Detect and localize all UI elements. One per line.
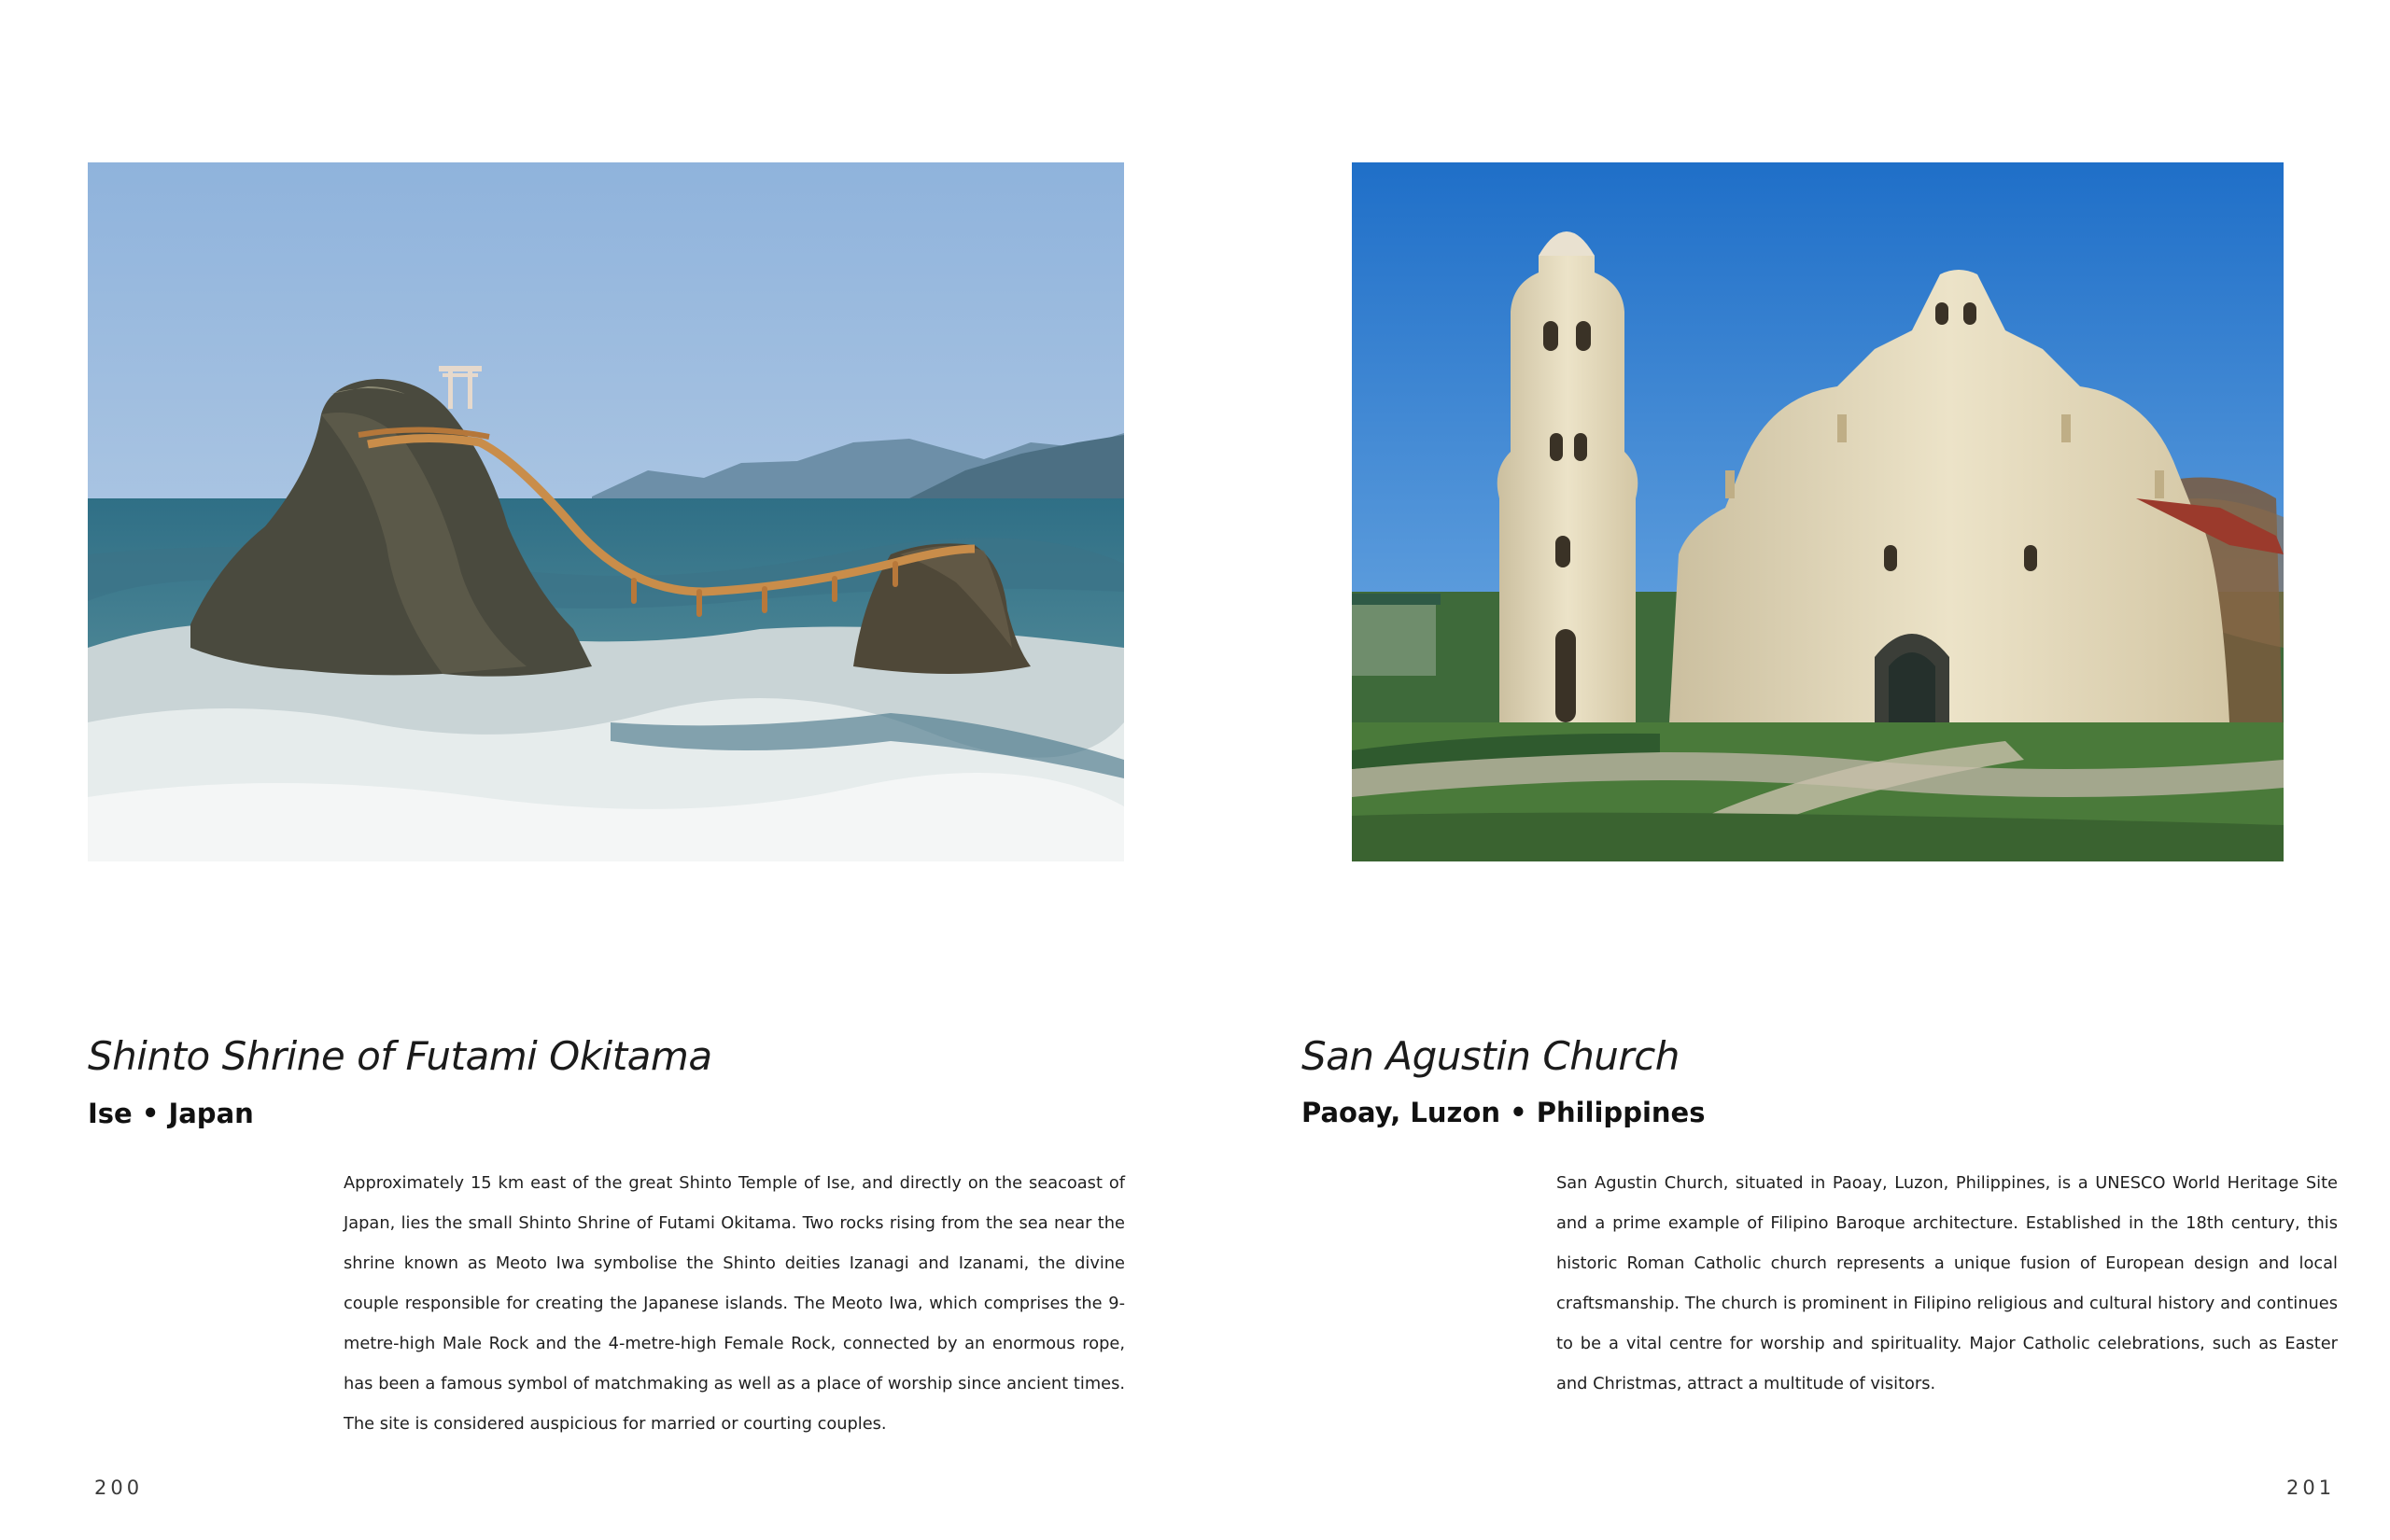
meoto-iwa-photo — [88, 162, 1124, 861]
left-page-number: 200 — [94, 1477, 144, 1499]
left-page-title: Shinto Shrine of Futami Okitama — [88, 1033, 712, 1079]
right-page-body: San Agustin Church, situated in Paoay, Luzon, Philippines, is a UNESCO World Heritage Site and a prime example of Filipino Baroque architecture. Established in the 18th century, this historic Roman Catholic church represents a unique fusion of European design and local craftsmanship. The church is prominent in Filipino religious and cultural history and continues to be a vital centre for worship and spirituality. Major Catholic celebrations, such as Easter and Christmas, attract a multitude of visitors. — [1556, 1173, 2338, 1393]
left-page-location: Ise • Japan — [88, 1098, 254, 1129]
san-agustin-church-photo — [1352, 162, 2284, 861]
left-page-body: Approximately 15 km east of the great Shinto Temple of Ise, and directly on the seacoast of Japan, lies the small Shinto Shrine of Futami Okitama. Two rocks rising from the sea near the shrine known as Meoto Iwa symbolise the Shinto deities Izanagi and Izanami, the divine couple responsible for creating the Japanese islands. The Meoto Iwa, which comprises the 9-metre-high Male Rock and the 4-metre-high Female Rock, connected by an enormous rope, has been a famous symbol of matchmaking as well as a place of worship since ancient times. The site is considered auspicious for married or courting couples. — [344, 1173, 1125, 1434]
right-page-title: San Agustin Church — [1301, 1033, 1680, 1079]
right-page-number: 201 — [2286, 1477, 2336, 1499]
right-page-location: Paoay, Luzon • Philippines — [1301, 1097, 1706, 1128]
